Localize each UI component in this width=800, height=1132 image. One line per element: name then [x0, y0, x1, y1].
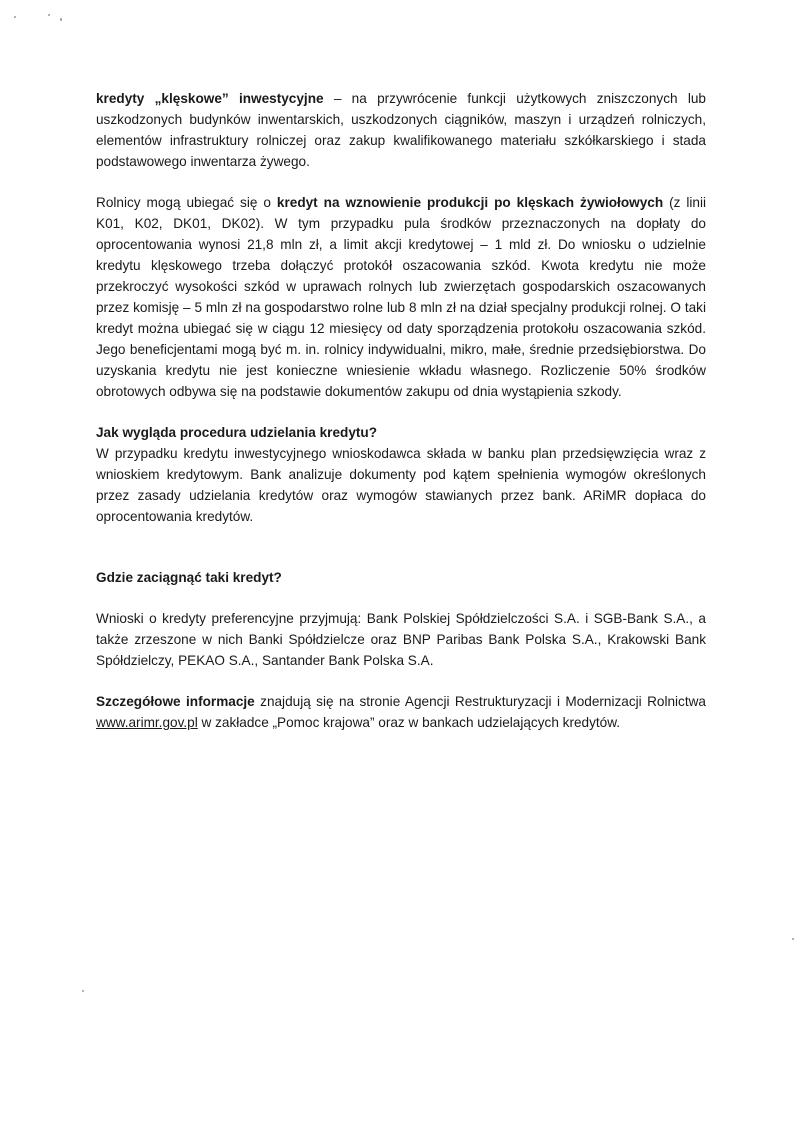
scan-speck [14, 16, 16, 18]
scan-speck [792, 938, 794, 940]
paragraph-more-info [96, 691, 706, 733]
arimr-website-link[interactable]: www.arimr.gov.pl [96, 715, 198, 730]
paragraph-text: znajdują się na stronie Agencji Restrukturyzacji i Modernizacji Rolnictwa [254, 694, 706, 709]
scan-speck [82, 990, 84, 992]
paragraph-banks: Wnioski o kredyty preferencyjne przyjmują: Bank Polskiej Spółdzielczości S.A. i SGB-Bank S.A., a także zrzeszone w nich Banki Spółdzielcze oraz BNP Paribas Bank Polska S.A., Krakowski Bank Spółdzielczy, PEKAO S.A., Santander Bank Polska S.A. [96, 611, 706, 668]
scan-speck [48, 14, 50, 16]
paragraph-procedure: W przypadku kredytu inwestycyjnego wnioskodawca składa w banku plan przedsięwzięcia wraz z wnioskiem kredytowym. Bank analizuje dokumenty pod kątem spełnienia wymogów określonych przez zasady udzielania kredytów oraz wymogów stawianych przez bank. ARiMR dopłaca do oprocentowania kredytów. [96, 446, 706, 524]
section-heading-procedure: Jak wygląda procedura udzielania kredytu? [96, 425, 378, 440]
bold-lead-disaster-loans: kredyty „klęskowe” inwestycyjne [96, 91, 324, 106]
section-heading-where: Gdzie zaciągnąć taki kredyt? [96, 570, 282, 585]
paragraph-text: Rolnicy mogą ubiegać się o [96, 195, 277, 210]
paragraph-text: – na przywrócenie funkcji użytkowych zniszczonych lub uszkodzonych budynków inwentarskich, uszkodzonych ciągników, maszyn i urządzeń rolniczych, elementów infrastruktury rolniczej oraz zakup kwalifikowanego materiału szkółkarskiego i stada podstawowego inwentarza żywego. [96, 91, 706, 169]
paragraph-disaster-investment-loans [96, 88, 706, 172]
paragraph-text: w zakładce „Pomoc krajowa” oraz w bankach udzielających kredytów. [197, 715, 621, 730]
bold-production-restart-loan: kredyt na wznowienie produkcji po klęskach żywiołowych [276, 195, 664, 210]
document-page [96, 88, 706, 733]
paragraph-production-restart-loan [96, 192, 706, 402]
bold-lead-more-info: Szczegółowe informacje [96, 694, 255, 709]
scan-speck [60, 18, 62, 21]
paragraph-text: (z linii K01, K02, DK01, DK02). W tym przypadku pula środków przeznaczonych na dopłaty do oprocentowania wynosi 21,8 mln zł, a limit akcji kredytowej – 1 mld zł. Do wniosku o udzielnie kredytu klęskowego trzeba dołączyć protokół oszacowania szkód. Kwota kredytu nie może przekroczyć wysokości szkód w uprawach rolnych lub zwierzętach gospodarskich oszacowanych przez komisję – 5 mln zł na gospodarstwo rolne lub 8 mln zł na dział specjalny produkcji rolnej. O taki kredyt można ubiegać się w ciągu 12 miesięcy od daty sporządzenia protokołu oszacowania szkód. Jego beneficjentami mogą być m. in. rolnicy indywidualni, mikro, małe, średnie przedsiębiorstwa. Do uzyskania kredytu nie jest konieczne wniesienie wkładu własnego. Rozliczenie 50% środków obrotowych odbywa się na podstawie dokumentów zakupu od dnia wystąpienia szkody. [96, 195, 707, 399]
